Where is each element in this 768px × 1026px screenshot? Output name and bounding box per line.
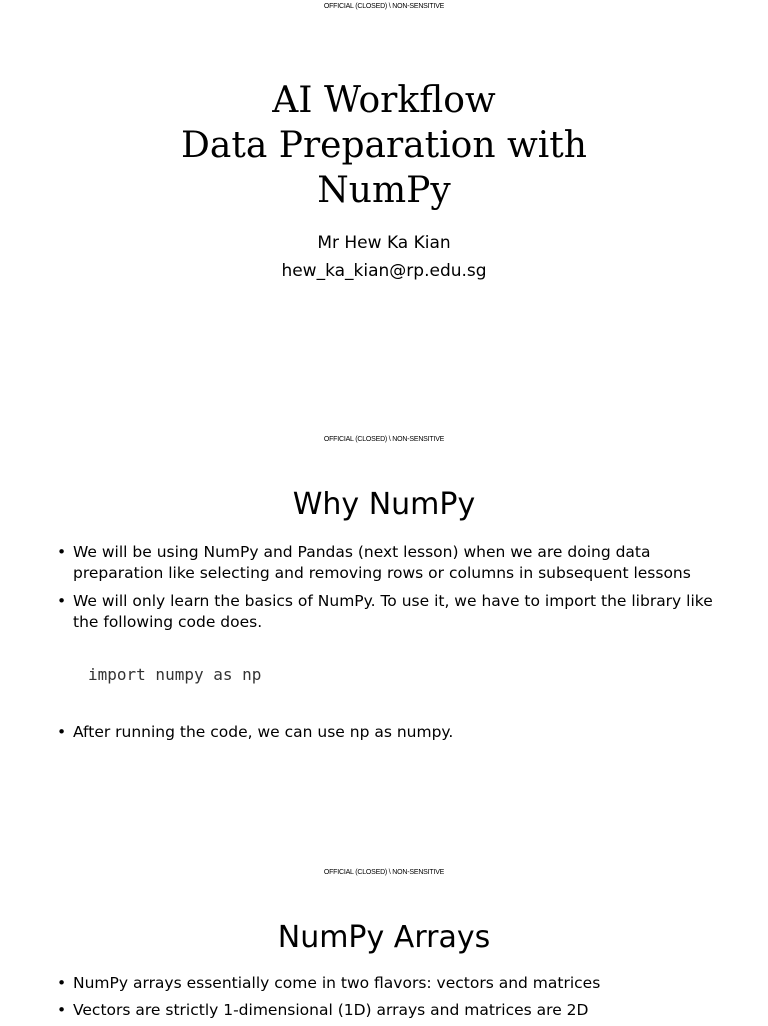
bullet-list	[57, 973, 717, 1026]
classification-label: OFFICIAL (CLOSED) \ NON-SENSITIVE	[323, 3, 445, 10]
bullet-text: NumPy arrays essentially come in two flavors: vectors and matrices	[73, 974, 601, 992]
bullet-icon: •	[57, 543, 67, 561]
author-name: Mr Hew Ka Kian	[317, 233, 451, 253]
bullet-text: We will be using NumPy and Pandas (next lesson) when we are doing data preparation like selecting and removing rows or columns in subsequent lessons	[73, 543, 691, 582]
title-line-2: Data Preparation with	[181, 125, 587, 166]
bullet-text: We will only learn the basics of NumPy. To use it, we have to import the library like the following code does.	[73, 592, 713, 631]
list-item	[57, 591, 717, 632]
bullet-icon: •	[57, 1000, 67, 1019]
slide-heading: Why NumPy	[292, 487, 476, 522]
title-line-3: NumPy	[317, 170, 451, 211]
classification-label: OFFICIAL (CLOSED) \ NON-SENSITIVE	[323, 869, 445, 876]
bullet-icon: •	[57, 723, 67, 741]
bullet-icon: •	[57, 974, 67, 992]
presentation-title	[0, 78, 768, 213]
bullet-icon: •	[57, 592, 67, 610]
slide-numpy-arrays	[0, 866, 768, 1024]
slide-heading: NumPy Arrays	[277, 920, 491, 955]
bullet-text: Vectors are strictly 1-dimensional (1D) arrays and matrices are 2D	[73, 1000, 589, 1019]
code-snippet: import numpy as np	[88, 665, 262, 684]
list-item	[57, 722, 717, 743]
list-item	[57, 973, 717, 994]
list-item	[57, 1000, 717, 1021]
author-block	[0, 229, 768, 285]
bullet-list	[57, 542, 717, 640]
title-line-1: AI Workflow	[272, 80, 496, 121]
slide-why-numpy	[0, 433, 768, 866]
slide-title	[0, 0, 768, 433]
bullet-text: After running the code, we can use np as numpy.	[73, 723, 454, 741]
list-item	[57, 542, 717, 583]
bullet-list	[57, 722, 717, 751]
author-email: hew_ka_kian@rp.edu.sg	[281, 261, 487, 281]
classification-label: OFFICIAL (CLOSED) \ NON-SENSITIVE	[323, 436, 445, 443]
